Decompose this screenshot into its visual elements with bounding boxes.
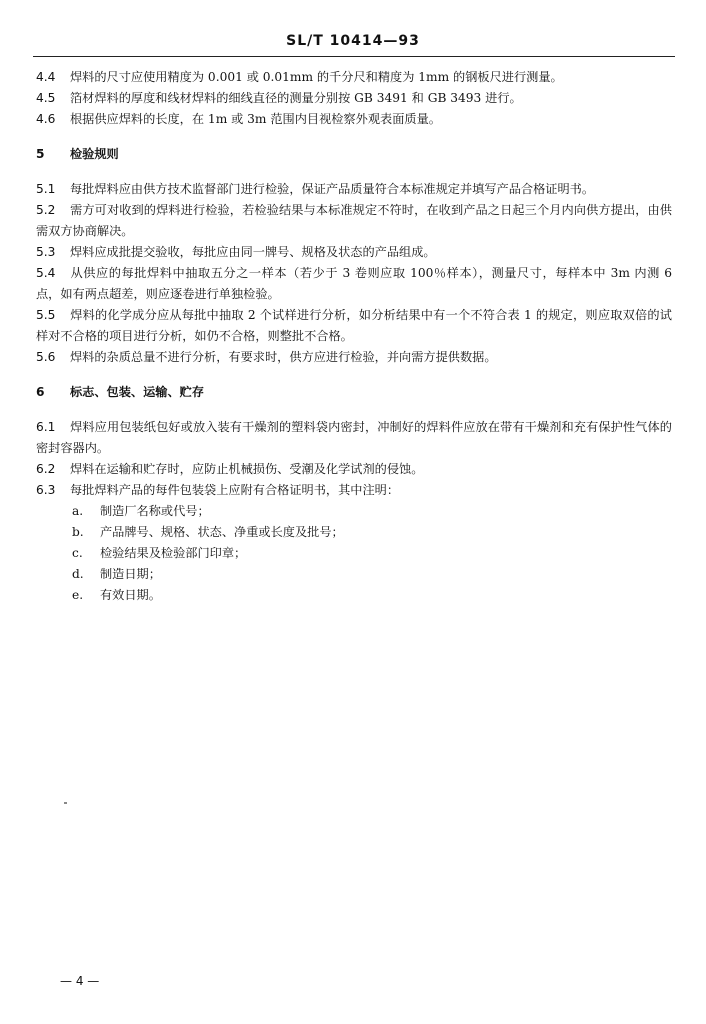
clause-text: 焊料在运输和贮存时，应防止机械损伤、受潮及化学试剂的侵蚀。 (70, 462, 424, 476)
clause-number: 6.3 (36, 483, 56, 497)
list-item-a (36, 501, 672, 522)
clause-5-3 (36, 242, 672, 263)
clause-text: 从供应的每批焊料中抽取五分之一样本（若少于 3 卷则应取 100％样本），测量尺寸，每样本中 3m 内测 6 点，如有两点超差，则应逐卷进行单独检验。 (36, 266, 672, 301)
list-item-b (36, 522, 672, 543)
document-body (36, 67, 672, 606)
list-text: 检验结果及检验部门印章； (100, 546, 247, 560)
list-text: 有效日期。 (100, 588, 161, 602)
clause-4-5 (36, 88, 672, 109)
section-6-heading (36, 382, 672, 403)
section-title: 检验规则 (70, 147, 119, 161)
section-number: 6 (36, 385, 45, 399)
clause-4-4 (36, 67, 672, 88)
list-item-c (36, 543, 672, 564)
clause-number: 6.1 (36, 420, 56, 434)
clause-5-5 (36, 305, 672, 347)
list-text: 制造厂名称或代号； (100, 504, 210, 518)
clause-text: 焊料的尺寸应使用精度为 0.001 或 0.01mm 的千分尺和精度为 1mm 的钢板尺进行测量。 (70, 70, 563, 84)
clause-text: 每批焊料产品的每件包装袋上应附有合格证明书，其中注明： (70, 483, 400, 497)
list-letter: b. (72, 525, 84, 539)
clause-text: 每批焊料应由供方技术监督部门进行检验，保证产品质量符合本标准规定并填写产品合格证明书。 (70, 182, 595, 196)
clause-6-1 (36, 417, 672, 459)
clause-text: 焊料应成批提交验收，每批应由同一牌号、规格及状态的产品组成。 (70, 245, 436, 259)
clause-number: 5.2 (36, 203, 56, 217)
clause-5-1 (36, 179, 672, 200)
clause-number: 5.5 (36, 308, 56, 322)
list-letter: d. (72, 567, 84, 581)
list-item-e (36, 585, 672, 606)
header-rule (33, 56, 675, 57)
clause-text: 焊料应用包装纸包好或放入装有干燥剂的塑料袋内密封，冲制好的焊料件应放在带有干燥剂和充有保护性气体的密封容器内。 (36, 420, 672, 455)
scan-speck (64, 802, 67, 804)
clause-number: 4.5 (36, 91, 56, 105)
clause-text: 根据供应焊料的长度，在 1m 或 3m 范围内目视检察外观表面质量。 (70, 112, 441, 126)
clause-text: 箔材焊料的厚度和线材焊料的细线直径的测量分别按 GB 3491 和 GB 3493 进行。 (70, 91, 522, 105)
list-letter: c. (72, 546, 83, 560)
list-letter: e. (72, 588, 84, 602)
clause-text: 焊料的杂质总量不进行分析，有要求时，供方应进行检验，并向需方提供数据。 (70, 350, 497, 364)
section-title: 标志、包装、运输、贮存 (70, 385, 205, 399)
clause-number: 5.4 (36, 266, 56, 280)
clause-text: 焊料的化学成分应从每批中抽取 2 个试样进行分析，如分析结果中有一个不符合表 1 的规定，则应取双倍的试样对不合格的项目进行分析，如仍不合格，则整批不合格。 (36, 308, 672, 343)
clause-text: 需方可对收到的焊料进行检验，若检验结果与本标准规定不符时，在收到产品之日起三个月内向供方提出，由供需双方协商解决。 (36, 203, 672, 238)
list-letter: a. (72, 504, 84, 518)
clause-4-6 (36, 109, 672, 130)
standard-code-header: SL/T 10414—93 (286, 33, 420, 49)
clause-number: 5.1 (36, 182, 56, 196)
clause-5-4 (36, 263, 672, 305)
list-item-d (36, 564, 672, 585)
list-text: 产品牌号、规格、状态、净重或长度及批号； (100, 525, 344, 539)
clause-number: 4.4 (36, 70, 56, 84)
clause-5-2 (36, 200, 672, 242)
section-number: 5 (36, 147, 45, 161)
list-text: 制造日期； (100, 567, 161, 581)
clause-number: 5.3 (36, 245, 56, 259)
clause-6-2 (36, 459, 672, 480)
clause-number: 5.6 (36, 350, 56, 364)
clause-number: 4.6 (36, 112, 56, 126)
clause-5-6 (36, 347, 672, 368)
section-5-heading (36, 144, 672, 165)
page-number: — 4 — (60, 974, 100, 988)
clause-number: 6.2 (36, 462, 56, 476)
clause-6-3 (36, 480, 672, 501)
